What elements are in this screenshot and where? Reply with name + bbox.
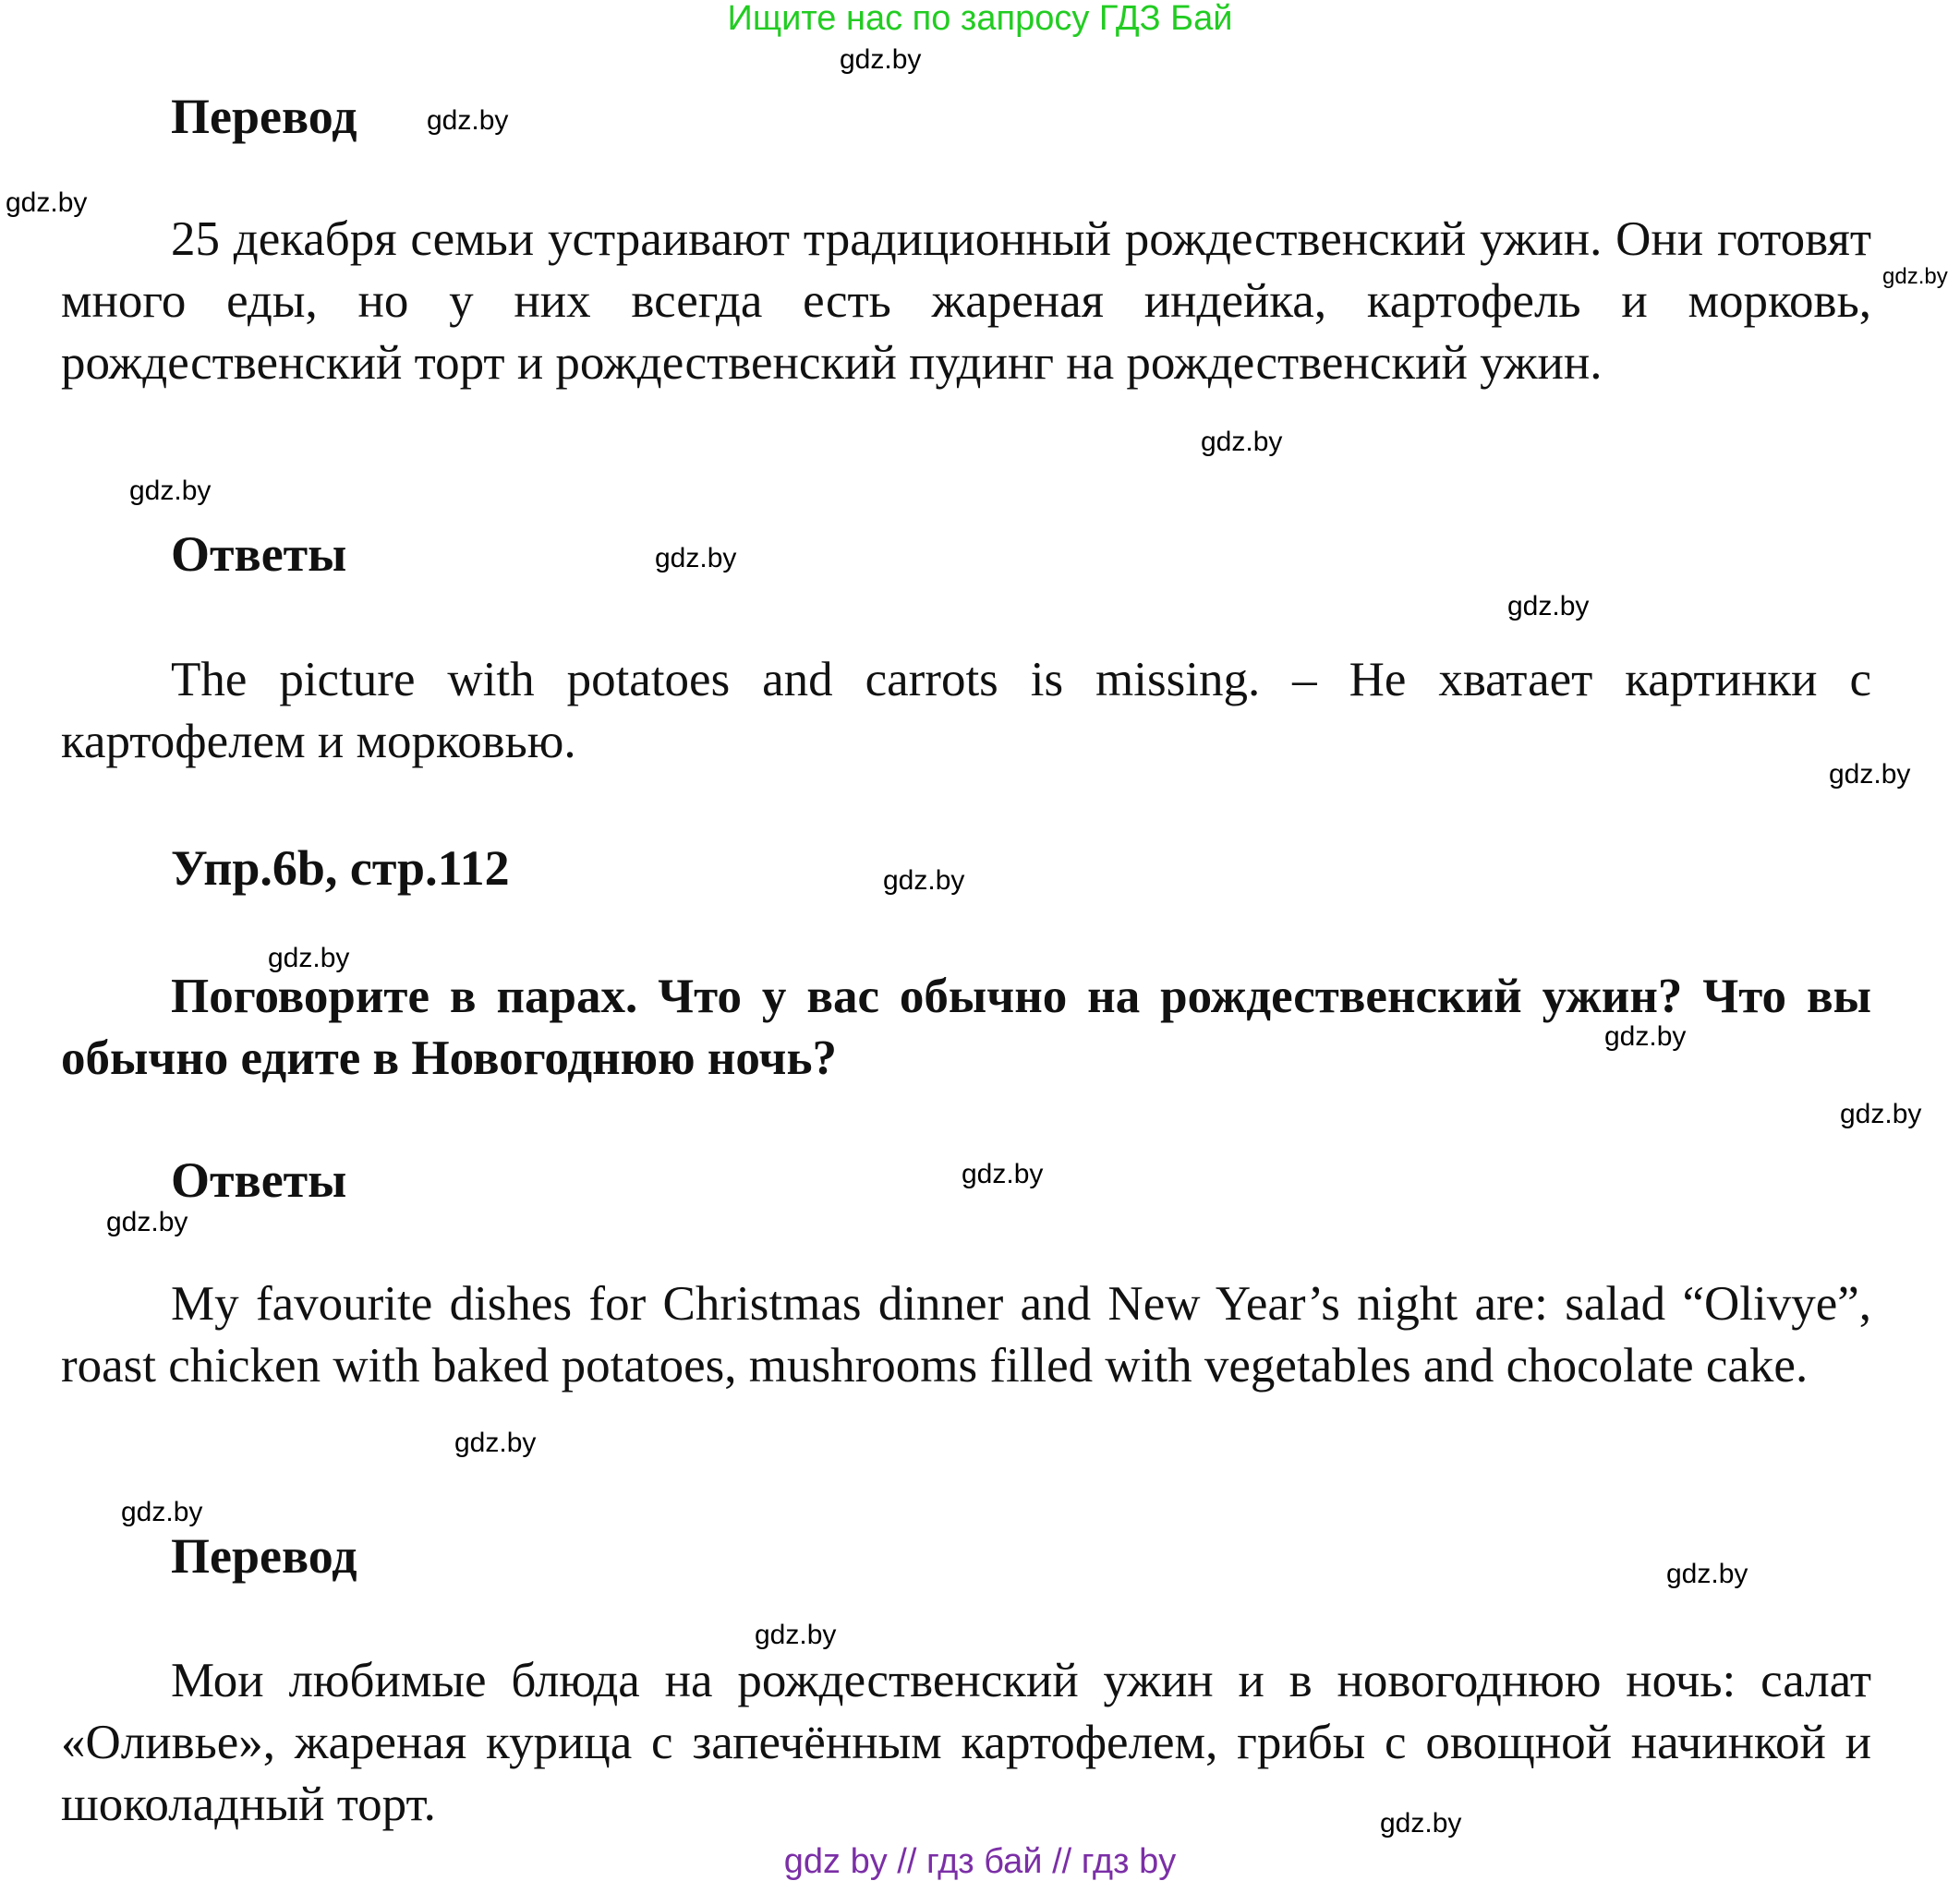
heading-answers: Ответы	[171, 526, 347, 582]
watermark: gdz.by	[883, 865, 965, 896]
heading-answers: Ответы	[171, 1152, 347, 1208]
watermark: gdz.by	[1604, 1021, 1687, 1052]
watermark: gdz.by	[121, 1497, 203, 1527]
paragraph-translation: 25 декабря семьи устраивают традиционный рождественский ужин. Они готовят много еды, но у них всегда есть жареная индейка, картофель и морковь, рождественский торт и рождественский пудинг на рождественский ужин.	[61, 212, 1871, 390]
watermark: gdz.by	[840, 44, 922, 75]
watermark: gdz.by	[106, 1207, 188, 1237]
watermark: gdz.by	[454, 1428, 537, 1458]
paragraph-task: Поговорите в парах. Что у вас обычно на рождественский ужин? Что вы обычно едите в Новогоднюю ночь?	[61, 970, 1871, 1085]
watermark: gdz.by	[6, 187, 88, 218]
watermark: gdz.by	[1507, 591, 1590, 621]
paragraph-answer: My favourite dishes for Christmas dinner and New Year’s night are: salad “Olivye”, roast chicken with baked potatoes, mushrooms filled with vegetables and chocolate cake.	[61, 1277, 1871, 1393]
watermark: gdz.by	[1380, 1808, 1462, 1839]
watermark: gdz.by	[268, 943, 350, 973]
heading-translation: Перевод	[171, 1528, 357, 1584]
watermark: gdz.by	[427, 105, 509, 136]
watermark: gdz.by	[1829, 759, 1911, 790]
heading-translation: Перевод	[171, 89, 357, 144]
paragraph-answer: The picture with potatoes and carrots is missing. – Не хватает картинки с картофелем и морковью.	[61, 653, 1871, 768]
heading-exercise: Упр.6b, стр.112	[171, 840, 510, 896]
watermark: gdz.by	[755, 1620, 837, 1650]
watermark: gdz.by	[1882, 264, 1948, 289]
paragraph-translation: Мои любимые блюда на рождественский ужин и в новогоднюю ночь: салат «Оливье», жареная курица с запечённым картофелем, грибы с овощной начинкой и шоколадный торт.	[61, 1654, 1871, 1831]
top-search-banner: Ищите нас по запросу ГДЗ Бай	[727, 0, 1233, 38]
watermark: gdz.by	[1666, 1559, 1748, 1589]
bottom-site-banner: gdz by // гдз бай // гдз by	[783, 1842, 1177, 1881]
watermark: gdz.by	[655, 543, 737, 573]
watermark: gdz.by	[1840, 1099, 1922, 1129]
watermark: gdz.by	[129, 476, 212, 506]
watermark: gdz.by	[962, 1159, 1044, 1189]
watermark: gdz.by	[1201, 427, 1283, 457]
